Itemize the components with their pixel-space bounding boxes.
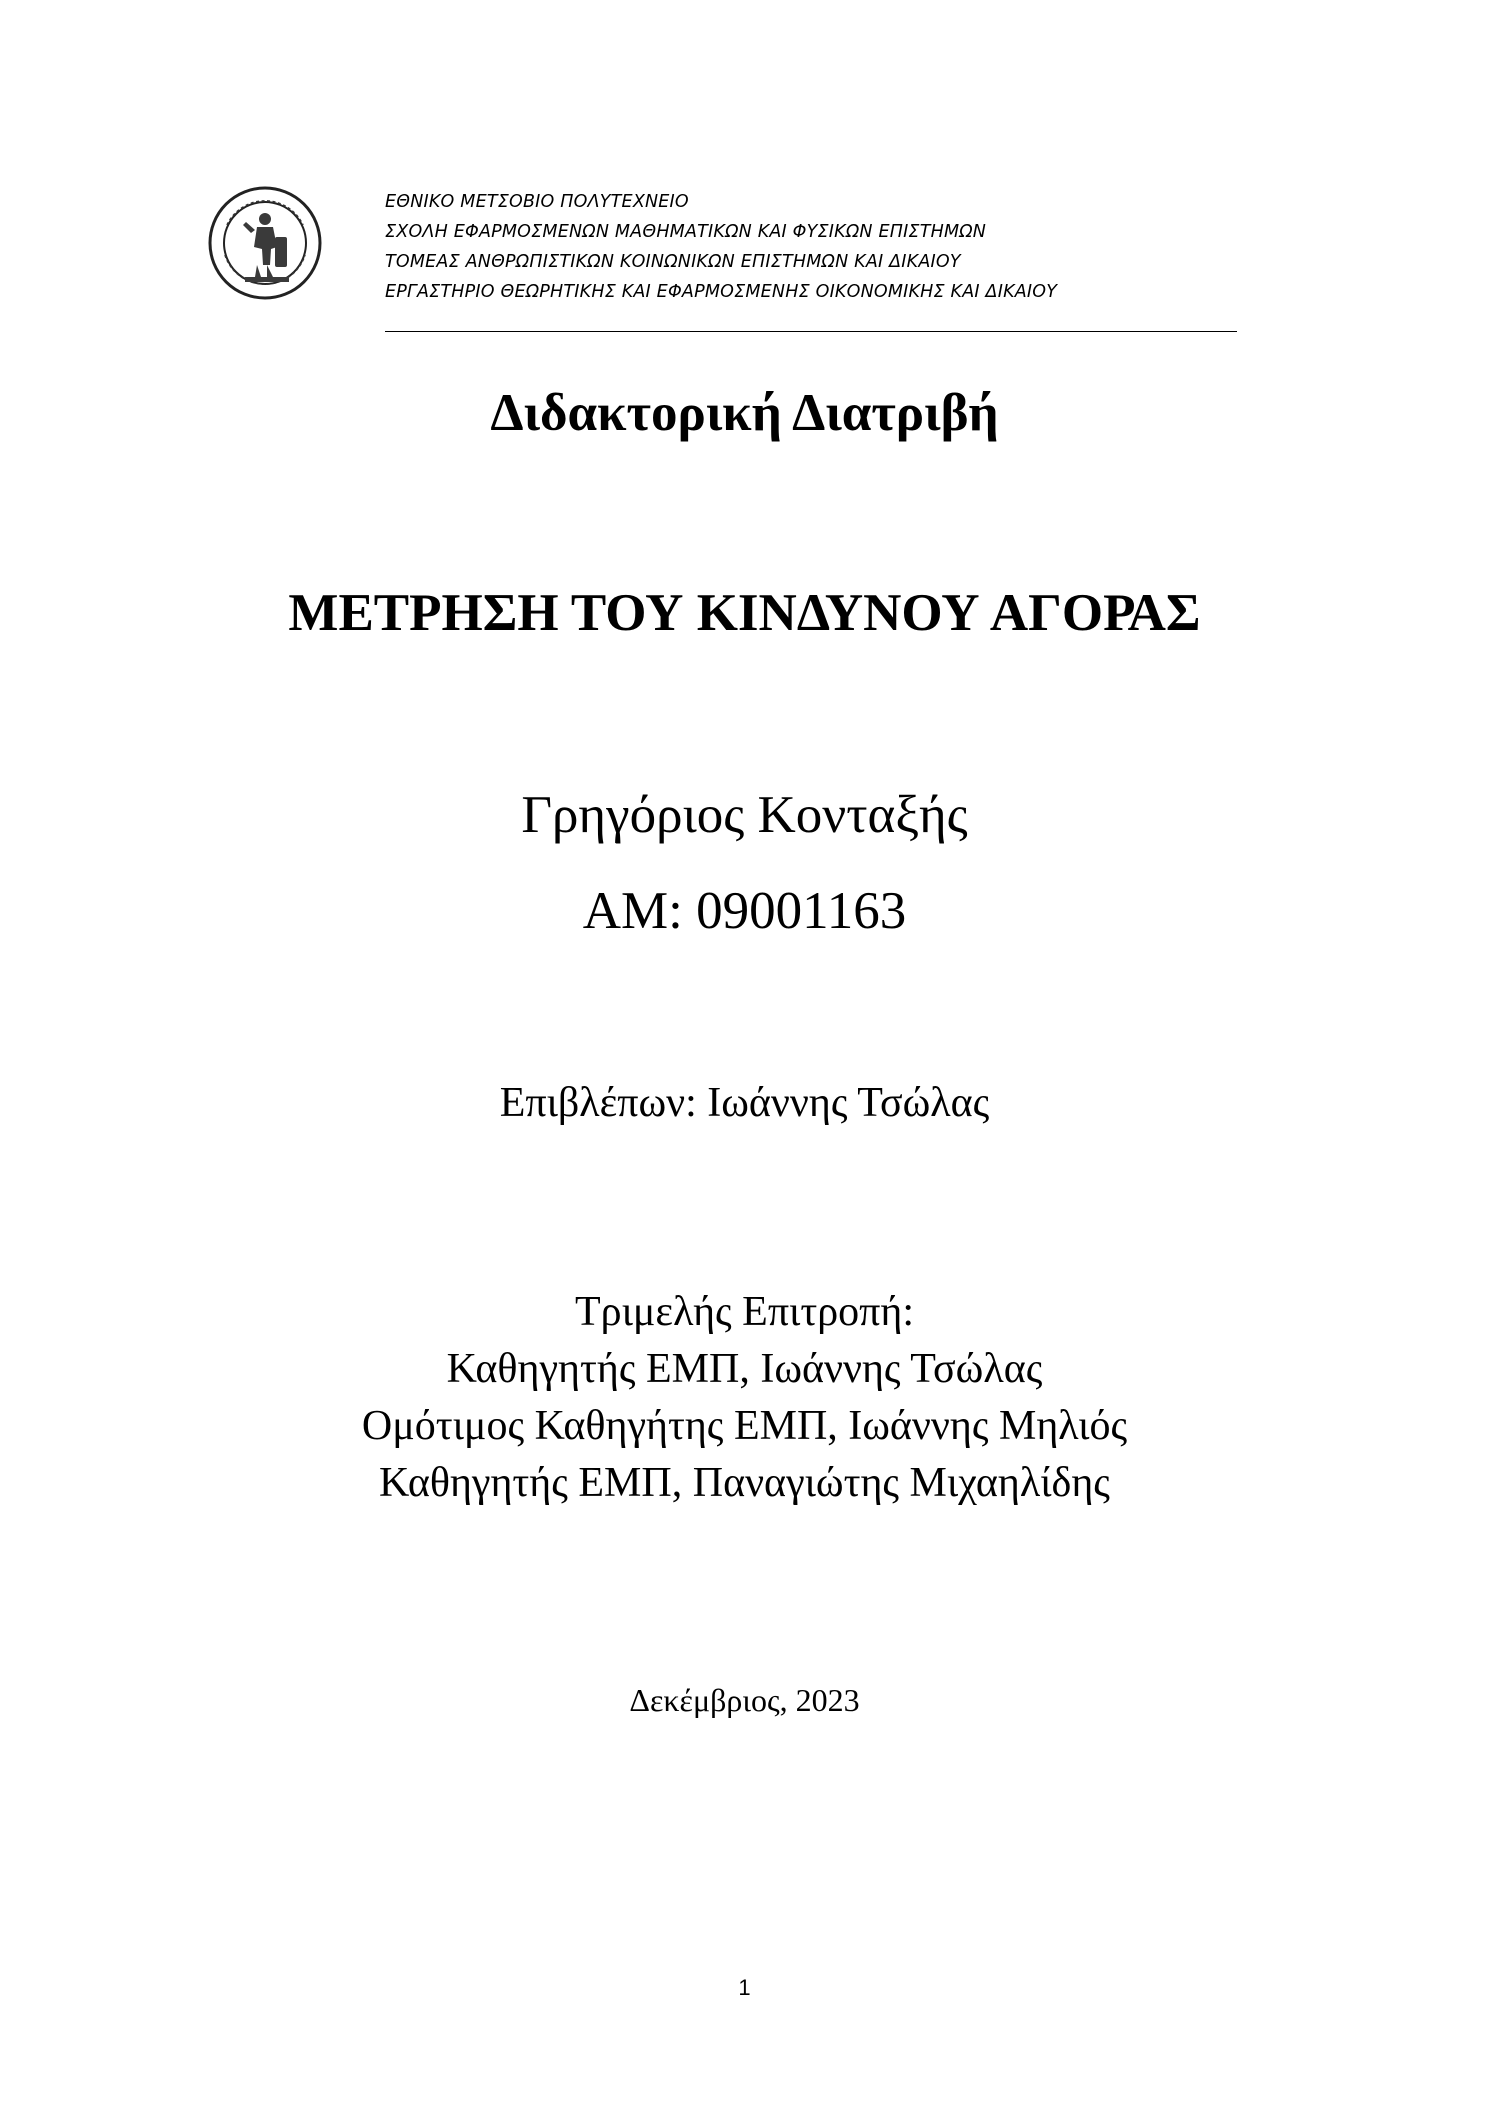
institution-header (207, 185, 1237, 335)
committee-heading: Τριμελής Επιτροπή: (575, 1289, 914, 1335)
submission-date: Δεκέμβριος, 2023 (629, 1682, 860, 1718)
header-lines (385, 187, 1057, 307)
header-line-department: ΤΟΜΕΑΣ ΑΝΘΡΩΠΙΣΤΙΚΩΝ ΚΟΙΝΩΝΙΚΩΝ ΕΠΙΣΤΗΜΩΝ ΚΑΙ ΔΙΚΑΙΟΥ (385, 252, 961, 272)
header-line-university: ΕΘΝΙΚΟ ΜΕΤΣΟΒΙΟ ΠΟΛΥΤΕΧΝΕΙΟ (385, 192, 689, 212)
supervisor: Επιβλέπων: Ιωάννης Τσώλας (499, 1080, 990, 1126)
header-divider (385, 331, 1237, 332)
university-seal-icon (207, 185, 323, 301)
student-id: AM: 09001163 (582, 882, 907, 940)
committee-block (0, 1284, 1489, 1512)
page-number: 1 (738, 1975, 751, 2000)
committee-member: Καθηγητής ΕΜΠ, Ιωάννης Τσώλας (446, 1346, 1043, 1392)
header-line-school: ΣΧΟΛΗ ΕΦΑΡΜΟΣΜΕΝΩΝ ΜΑΘΗΜΑΤΙΚΩΝ ΚΑΙ ΦΥΣΙΚΩΝ ΕΠΙΣΤΗΜΩΝ (385, 222, 987, 242)
document-type: Διδακτορική Διατριβή (490, 384, 999, 442)
committee-member: Ομότιμος Καθηγήτης ΕΜΠ, Ιωάννης Μηλιός (361, 1403, 1128, 1449)
author-name: Γρηγόριος Κονταξής (521, 786, 968, 844)
committee-member: Καθηγητής ΕΜΠ, Παναγιώτης Μιχαηλίδης (379, 1460, 1110, 1506)
header-line-laboratory: ΕΡΓΑΣΤΗΡΙΟ ΘΕΩΡΗΤΙΚΗΣ ΚΑΙ ΕΦΑΡΜΟΣΜΕΝΗΣ ΟΙΚΟΝΟΜΙΚΗΣ ΚΑΙ ΔΙΚΑΙΟΥ (385, 282, 1058, 302)
thesis-title: ΜΕΤΡΗΣΗ ΤΟΥ ΚΙΝΔΥΝΟΥ ΑΓΟΡΑΣ (288, 584, 1201, 642)
